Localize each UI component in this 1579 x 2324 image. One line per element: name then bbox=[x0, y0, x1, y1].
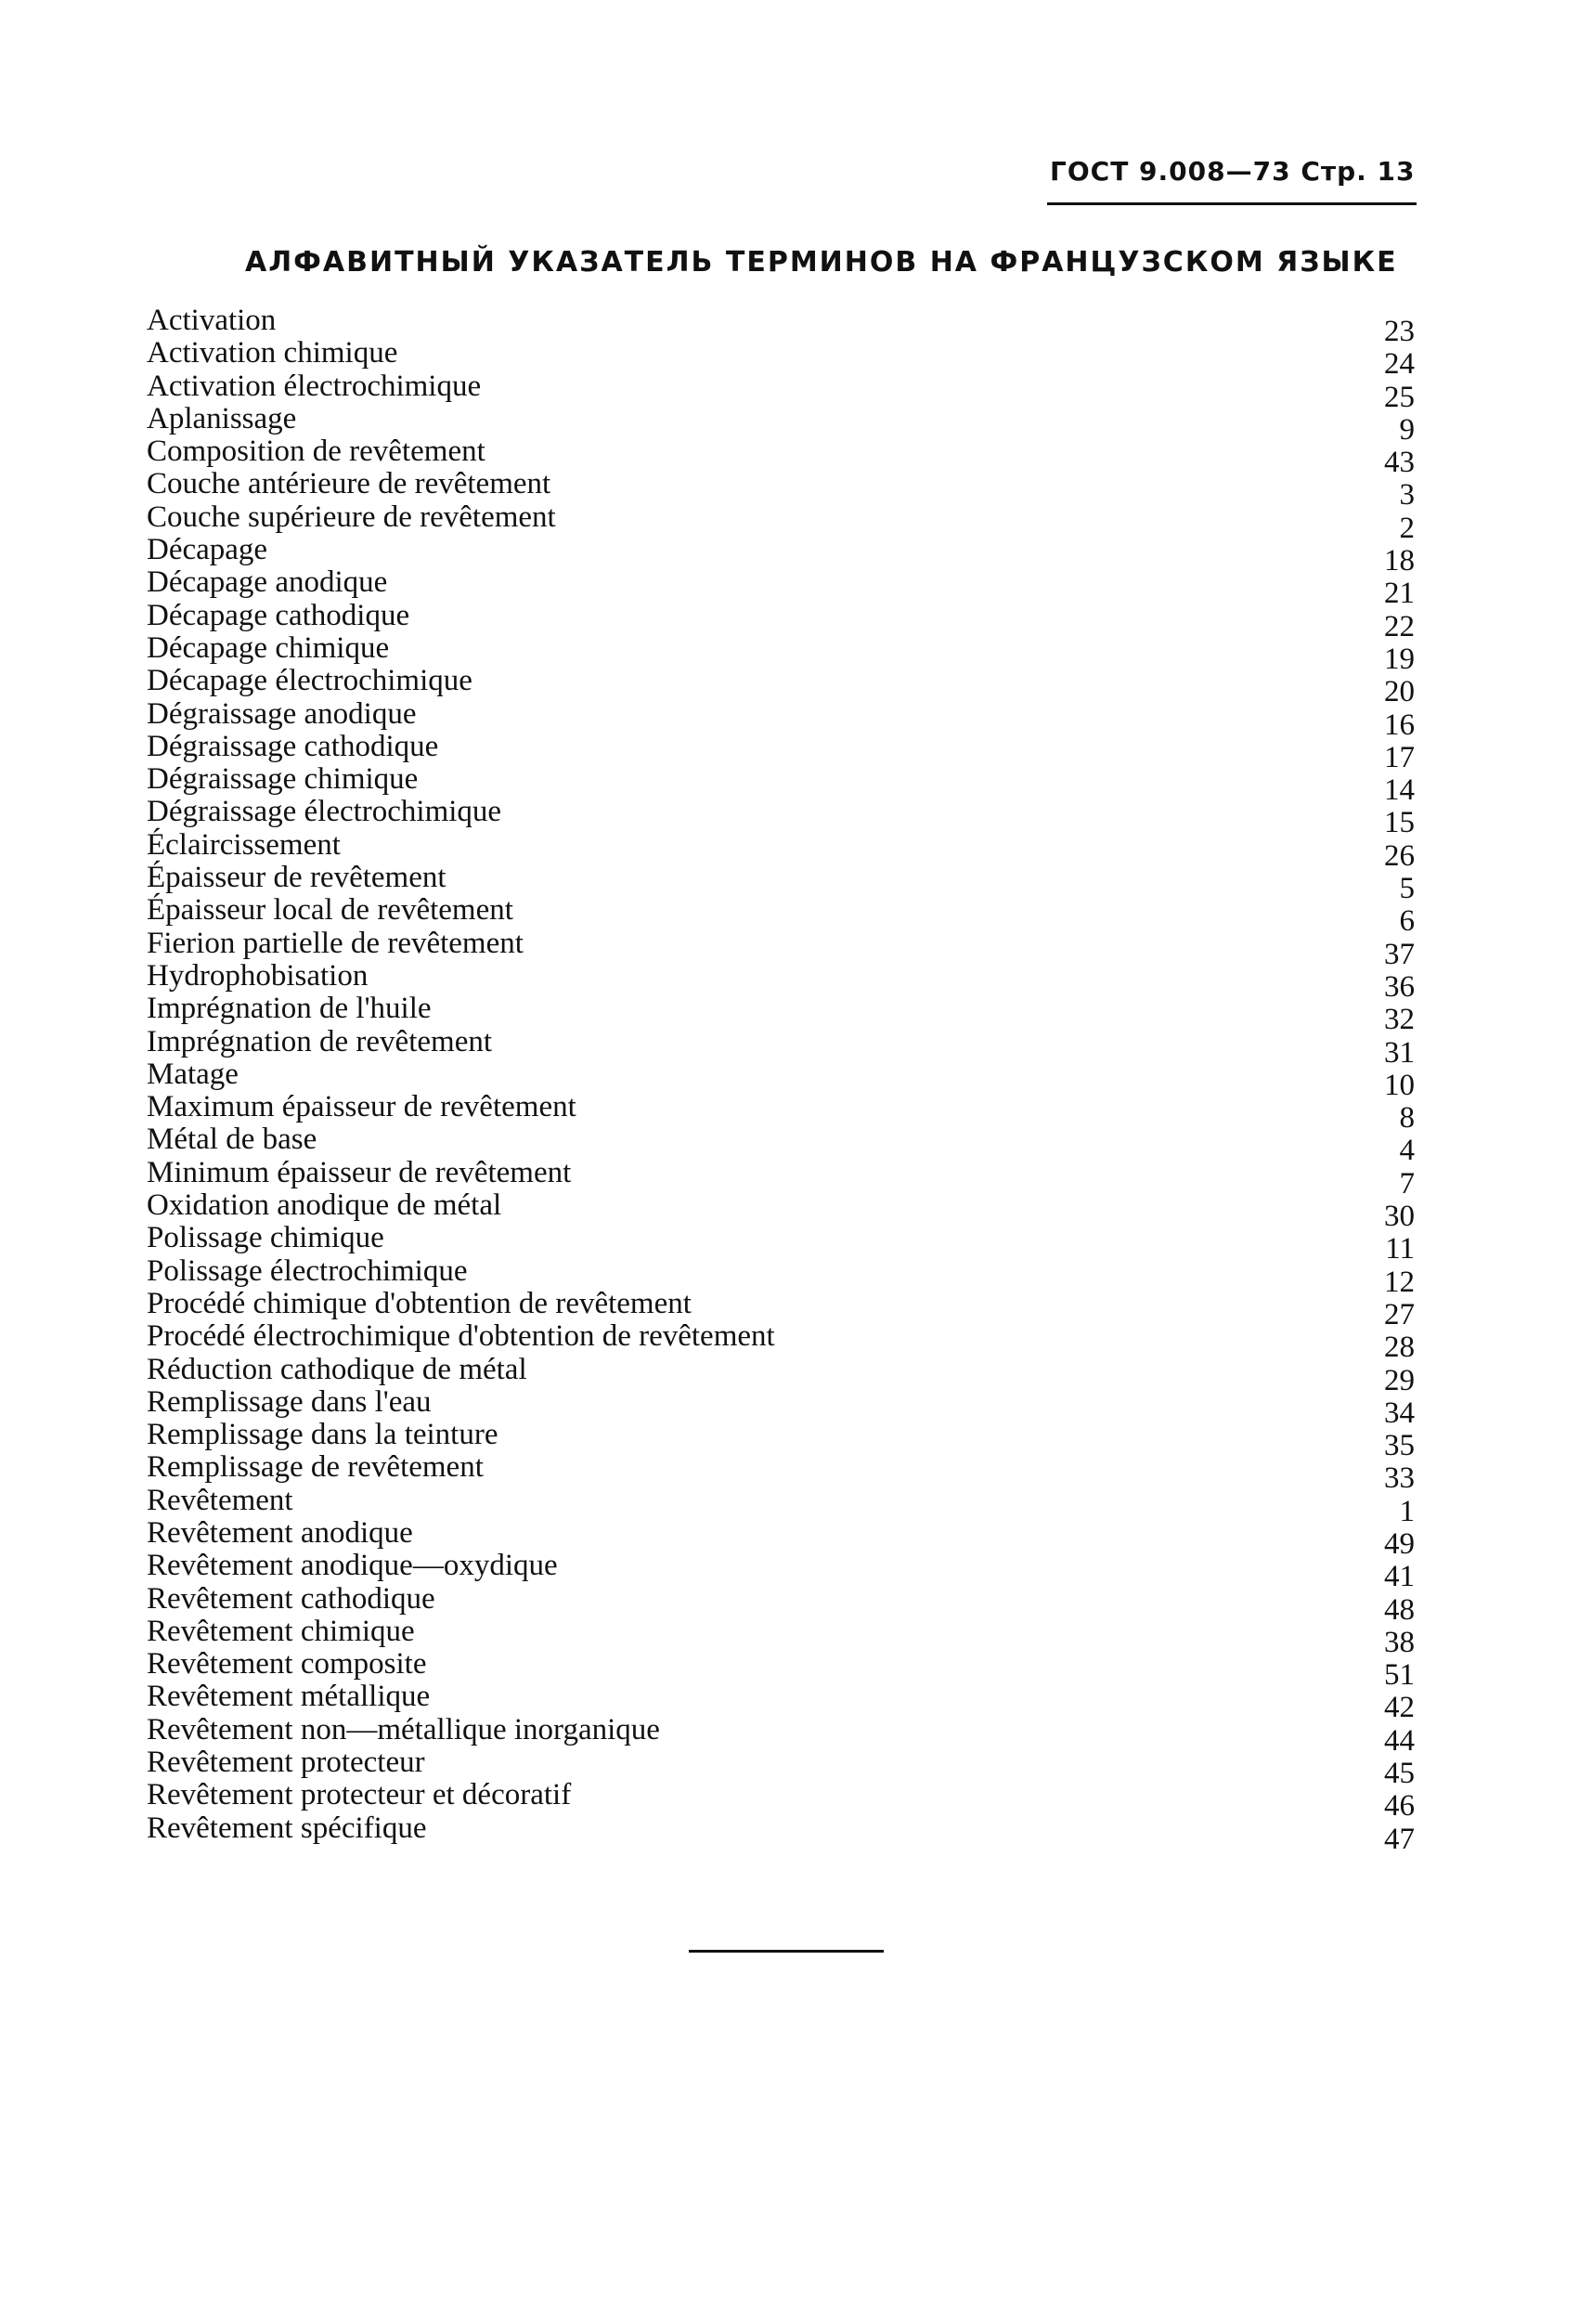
index-entry bbox=[147, 1188, 1422, 1234]
term-number: 31 bbox=[1384, 1035, 1415, 1070]
term-number: 19 bbox=[1384, 642, 1415, 676]
index-term: Activation bbox=[147, 304, 277, 337]
footer-rule bbox=[689, 1950, 884, 1953]
index-term: Procédé chimique d'obtention de revêtement bbox=[147, 1286, 692, 1320]
term-number: 24 bbox=[1384, 347, 1415, 382]
term-number: 18 bbox=[1384, 544, 1415, 578]
index-entry bbox=[147, 1614, 1422, 1659]
index-term: Aplanissage bbox=[147, 401, 297, 435]
index-entry bbox=[147, 1384, 1422, 1430]
index-entry bbox=[147, 1483, 1422, 1528]
index-entry bbox=[147, 467, 1422, 513]
index-entry bbox=[147, 565, 1422, 611]
term-number: 14 bbox=[1384, 773, 1415, 808]
term-number: 10 bbox=[1384, 1068, 1415, 1102]
term-number: 4 bbox=[1399, 1134, 1415, 1168]
term-number: 48 bbox=[1384, 1592, 1415, 1627]
header-rule bbox=[1047, 202, 1417, 205]
index-term: Revêtement métallique bbox=[147, 1680, 431, 1714]
term-number: 42 bbox=[1384, 1691, 1415, 1725]
index-term: Réduction cathodique de métal bbox=[147, 1352, 527, 1386]
index-term: Polissage électrochimique bbox=[147, 1253, 468, 1288]
index-term: Remplissage de revêtement bbox=[147, 1450, 484, 1485]
index-entry bbox=[147, 1319, 1422, 1365]
index-entry bbox=[147, 1746, 1422, 1791]
term-number: 22 bbox=[1384, 609, 1415, 643]
term-number: 8 bbox=[1399, 1101, 1415, 1136]
term-number: 41 bbox=[1384, 1560, 1415, 1594]
term-number: 7 bbox=[1399, 1166, 1415, 1201]
term-number: 29 bbox=[1384, 1363, 1415, 1397]
term-number: 47 bbox=[1384, 1822, 1415, 1856]
index-term: Épaisseur local de revêtement bbox=[147, 893, 513, 928]
page-header: ГОСТ 9.008—73 Стр. 13 bbox=[1050, 156, 1416, 187]
index-list bbox=[147, 304, 1422, 1856]
index-entry bbox=[147, 304, 1422, 348]
term-number: 12 bbox=[1384, 1265, 1415, 1299]
index-entry bbox=[147, 1123, 1422, 1168]
index-entry bbox=[147, 598, 1422, 643]
index-entry bbox=[147, 1450, 1422, 1496]
index-term: Épaisseur de revêtement bbox=[147, 861, 447, 895]
index-entry bbox=[147, 1253, 1422, 1299]
term-number: 5 bbox=[1399, 872, 1415, 906]
index-entry bbox=[147, 1221, 1422, 1266]
index-term: Revêtement composite bbox=[147, 1647, 427, 1681]
index-entry bbox=[147, 1024, 1422, 1070]
index-term: Imprégnation de revêtement bbox=[147, 1024, 493, 1058]
index-term: Activation chimique bbox=[147, 336, 398, 370]
index-term: Décapage chimique bbox=[147, 630, 390, 665]
index-term: Matage bbox=[147, 1057, 239, 1091]
term-number: 46 bbox=[1384, 1789, 1415, 1824]
index-term: Dégraissage cathodique bbox=[147, 729, 439, 763]
term-number: 28 bbox=[1384, 1331, 1415, 1365]
index-term: Revêtement cathodique bbox=[147, 1581, 435, 1616]
index-term: Décapage électrochimique bbox=[147, 664, 472, 698]
term-number: 9 bbox=[1399, 412, 1415, 447]
index-entry bbox=[147, 1712, 1422, 1758]
term-number: 45 bbox=[1384, 1757, 1415, 1791]
term-number: 49 bbox=[1384, 1526, 1415, 1561]
index-term: Dégraissage anodique bbox=[147, 696, 417, 731]
term-number: 32 bbox=[1384, 1003, 1415, 1037]
term-number: 26 bbox=[1384, 838, 1415, 873]
term-number: 33 bbox=[1384, 1461, 1415, 1496]
index-term: Revêtement anodique bbox=[147, 1515, 413, 1550]
index-entry bbox=[147, 1155, 1422, 1201]
index-term: Décapage cathodique bbox=[147, 598, 410, 632]
index-entry bbox=[147, 664, 1422, 709]
term-number: 44 bbox=[1384, 1723, 1415, 1758]
index-term: Éclaircissement bbox=[147, 827, 341, 862]
index-term: Polissage chimique bbox=[147, 1221, 384, 1255]
index-term: Revêtement spécifique bbox=[147, 1811, 427, 1845]
term-number: 30 bbox=[1384, 1200, 1415, 1234]
index-entry bbox=[147, 958, 1422, 1004]
index-entry bbox=[147, 696, 1422, 742]
index-term: Hydrophobisation bbox=[147, 958, 369, 993]
index-entry bbox=[147, 1581, 1422, 1627]
index-entry bbox=[147, 1647, 1422, 1693]
index-entry bbox=[147, 1418, 1422, 1463]
term-number: 25 bbox=[1384, 380, 1415, 414]
index-entry bbox=[147, 795, 1422, 840]
index-entry bbox=[147, 533, 1422, 578]
term-number: 11 bbox=[1385, 1232, 1415, 1266]
index-term: Revêtement anodique—oxydique bbox=[147, 1549, 558, 1583]
index-term: Revêtement protecteur bbox=[147, 1746, 425, 1780]
term-number: 23 bbox=[1384, 315, 1415, 348]
index-term: Revêtement bbox=[147, 1483, 293, 1517]
index-entry bbox=[147, 1352, 1422, 1397]
index-term: Maximum épaisseur de revêtement bbox=[147, 1090, 576, 1124]
index-entry bbox=[147, 336, 1422, 382]
index-entry bbox=[147, 893, 1422, 939]
index-entry bbox=[147, 762, 1422, 808]
index-entry bbox=[147, 1090, 1422, 1136]
index-entry bbox=[147, 401, 1422, 447]
term-number: 51 bbox=[1384, 1658, 1415, 1693]
index-term: Remplissage dans l'eau bbox=[147, 1384, 432, 1419]
term-number: 35 bbox=[1384, 1429, 1415, 1463]
term-number: 21 bbox=[1384, 577, 1415, 611]
index-entry bbox=[147, 827, 1422, 873]
index-entry bbox=[147, 1515, 1422, 1561]
index-term: Oxidation anodique de métal bbox=[147, 1188, 502, 1223]
index-entry bbox=[147, 861, 1422, 906]
term-number: 2 bbox=[1399, 511, 1415, 545]
index-term: Fierion partielle de revêtement bbox=[147, 926, 524, 960]
index-entry bbox=[147, 500, 1422, 545]
term-number: 34 bbox=[1384, 1396, 1415, 1430]
index-term: Composition de revêtement bbox=[147, 435, 485, 469]
term-number: 1 bbox=[1399, 1494, 1415, 1528]
index-entry bbox=[147, 992, 1422, 1037]
index-entry bbox=[147, 435, 1422, 480]
index-entry bbox=[147, 630, 1422, 676]
index-term: Métal de base bbox=[147, 1123, 317, 1157]
index-title: АЛФАВИТНЫЙ УКАЗАТЕЛЬ ТЕРМИНОВ НА ФРАНЦУЗСКОМ ЯЗЫКЕ bbox=[245, 246, 1398, 279]
index-term: Couche antérieure de revêtement bbox=[147, 467, 551, 501]
term-number: 36 bbox=[1384, 969, 1415, 1004]
index-entry bbox=[147, 1811, 1422, 1856]
term-number: 3 bbox=[1399, 478, 1415, 513]
term-number: 38 bbox=[1384, 1625, 1415, 1659]
index-entry bbox=[147, 1057, 1422, 1102]
index-term: Décapage bbox=[147, 533, 268, 567]
term-number: 17 bbox=[1384, 740, 1415, 774]
term-number: 15 bbox=[1384, 806, 1415, 840]
index-entry bbox=[147, 729, 1422, 774]
index-entry bbox=[147, 1549, 1422, 1594]
term-number: 16 bbox=[1384, 708, 1415, 742]
index-term: Dégraissage chimique bbox=[147, 762, 419, 797]
index-entry bbox=[147, 1778, 1422, 1824]
term-number: 43 bbox=[1384, 446, 1415, 480]
index-term: Activation électrochimique bbox=[147, 369, 482, 403]
term-number: 37 bbox=[1384, 937, 1415, 971]
index-term: Remplissage dans la teinture bbox=[147, 1418, 498, 1452]
index-entry bbox=[147, 1286, 1422, 1331]
index-term: Revêtement chimique bbox=[147, 1614, 415, 1648]
index-term: Revêtement non—métallique inorganique bbox=[147, 1712, 660, 1746]
index-term: Procédé électrochimique d'obtention de revêtement bbox=[147, 1319, 775, 1354]
index-term: Minimum épaisseur de revêtement bbox=[147, 1155, 572, 1189]
index-entry bbox=[147, 1680, 1422, 1725]
index-term: Revêtement protecteur et décoratif bbox=[147, 1778, 572, 1812]
term-number: 20 bbox=[1384, 675, 1415, 709]
index-term: Décapage anodique bbox=[147, 565, 388, 600]
index-term: Imprégnation de l'huile bbox=[147, 992, 432, 1026]
index-term: Dégraissage électrochimique bbox=[147, 795, 502, 829]
term-number: 27 bbox=[1384, 1297, 1415, 1331]
index-entry bbox=[147, 369, 1422, 414]
index-entry bbox=[147, 926, 1422, 971]
term-number: 6 bbox=[1399, 904, 1415, 939]
index-term: Couche supérieure de revêtement bbox=[147, 500, 556, 534]
